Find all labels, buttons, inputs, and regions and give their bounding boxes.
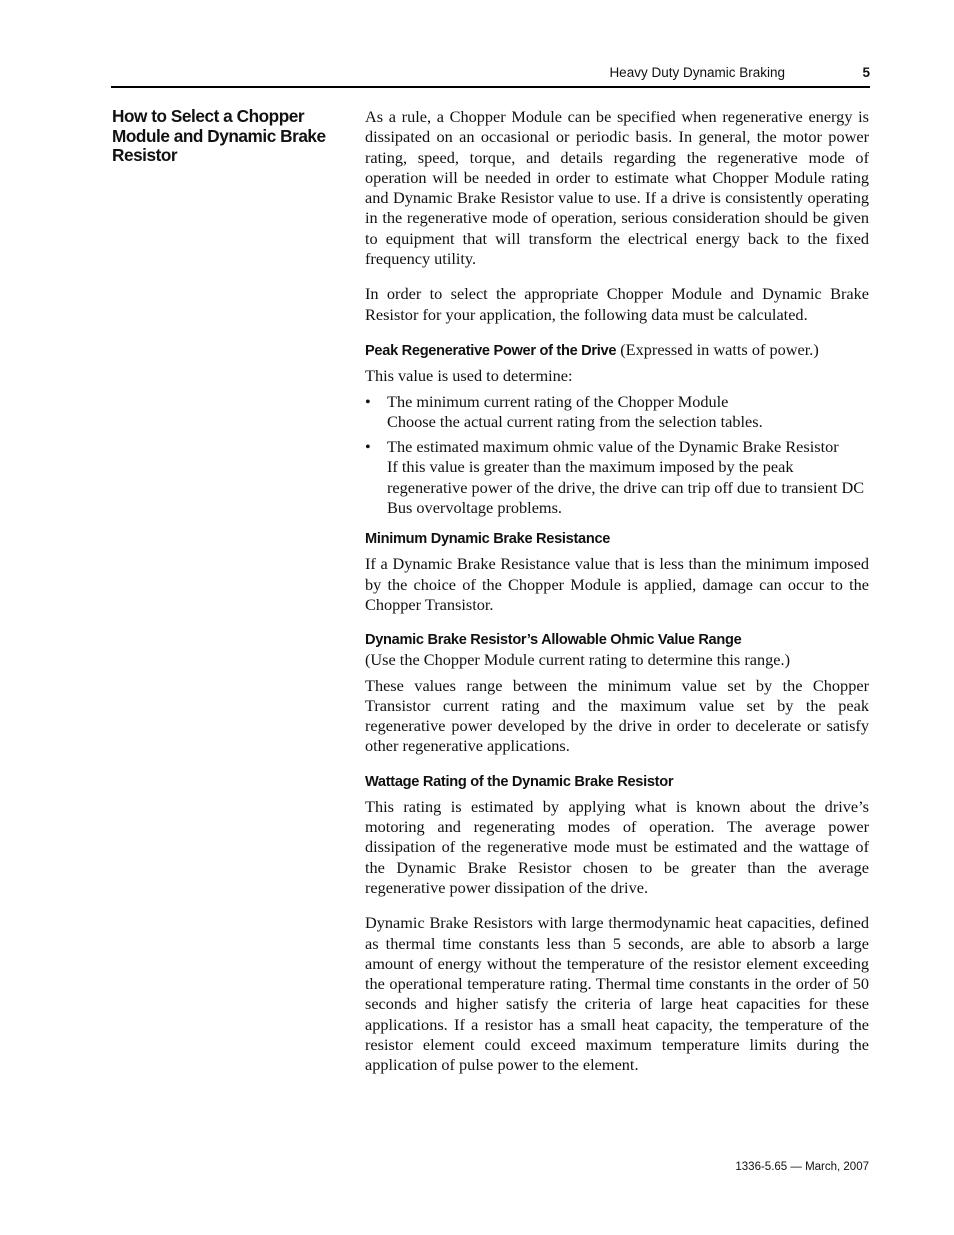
section-heading: How to Select a Chopper Module and Dynamic Brake Resistor (112, 106, 326, 165)
ohmic-range-text: These values range between the minimum value set by the Chopper Transistor current rating and the maximum value set by the peak regenerative power developed by the drive in order to decelerate or satisfy other regenerative applications. (365, 675, 869, 756)
ohmic-range-heading: Dynamic Brake Resistor’s Allowable Ohmic Value Range (365, 632, 742, 649)
main-column (365, 107, 869, 1076)
wattage-text-1: This rating is estimated by applying what is known about the drive’s motoring and regenerating modes of operation. The average power dissipation of the regenerative mode must be estimated and the wattage of the Dynamic Brake Resistor chosen to be greater than the average regenerative power dissipation of the drive. (365, 796, 869, 897)
header-rule (111, 86, 870, 88)
bullet-marker: • (365, 437, 371, 457)
running-footer: 1336-5.65 — March, 2007 (735, 1161, 869, 1173)
intro-paragraph-1: As a rule, a Chopper Module can be specified when regenerative energy is dissipated on an occasional or periodic basis. In general, the motor power rating, speed, torque, and details regarding the regenerative mode of operation will be needed in order to estimate what Chopper Module rating and Dynamic Brake Resistor value to use. If a drive is consistently operating in the regenerative mode of operation, serious consideration should be given to equipment that will transform the electrical energy back to the fixed frequency utility. (365, 107, 869, 269)
peak-power-lead: This value is used to determine: (365, 366, 573, 386)
bullet-line1: The estimated maximum ohmic value of the Dynamic Brake Resistor (387, 437, 839, 457)
ohmic-range-note: (Use the Chopper Module current rating to determine this range.) (365, 650, 790, 670)
page-number: 5 (862, 65, 870, 80)
list-item (365, 392, 869, 433)
peak-power-line (365, 340, 869, 361)
bullet-line1: The minimum current rating of the Chopper Module (387, 391, 729, 411)
peak-power-bullet-list (365, 392, 869, 519)
min-resistance-text: If a Dynamic Brake Resistance value that is less than the minimum imposed by the choice of the Chopper Module is applied, damage can occur to the Chopper Transistor. (365, 554, 869, 614)
list-item (365, 437, 869, 518)
min-resistance-heading: Minimum Dynamic Brake Resistance (365, 531, 611, 548)
intro-paragraph-2: In order to select the appropriate Chopper Module and Dynamic Brake Resistor for your application, the following data must be calculated. (365, 284, 869, 324)
header-title: Heavy Duty Dynamic Braking (609, 65, 785, 80)
peak-power-heading: Peak Regenerative Power of the Drive (365, 342, 617, 359)
peak-power-note: (Expressed in watts of power.) (616, 339, 819, 359)
bullet-marker: • (365, 391, 371, 411)
wattage-heading: Wattage Rating of the Dynamic Brake Resistor (365, 773, 674, 790)
running-header (111, 64, 870, 86)
bullet-line2: Choose the actual current rating from the selection tables. (387, 411, 763, 431)
wattage-text-2: Dynamic Brake Resistors with large thermodynamic heat capacities, defined as thermal time constants less than 5 seconds, are able to absorb a large amount of energy without the temperature of the resistor element exceeding the operational temperature rating. Thermal time constants in the order of 50 seconds and higher satisfy the criteria of large heat capacities for these applications. If a resistor has a small heat capacity, the temperature of the resistor element could exceed maximum temperature limits during the application of pulse power to the element. (365, 913, 869, 1075)
bullet-line2: If this value is greater than the maximum imposed by the peak regenerative power of the drive, the drive can trip off due to transient DC Bus overvoltage problems. (387, 457, 865, 518)
